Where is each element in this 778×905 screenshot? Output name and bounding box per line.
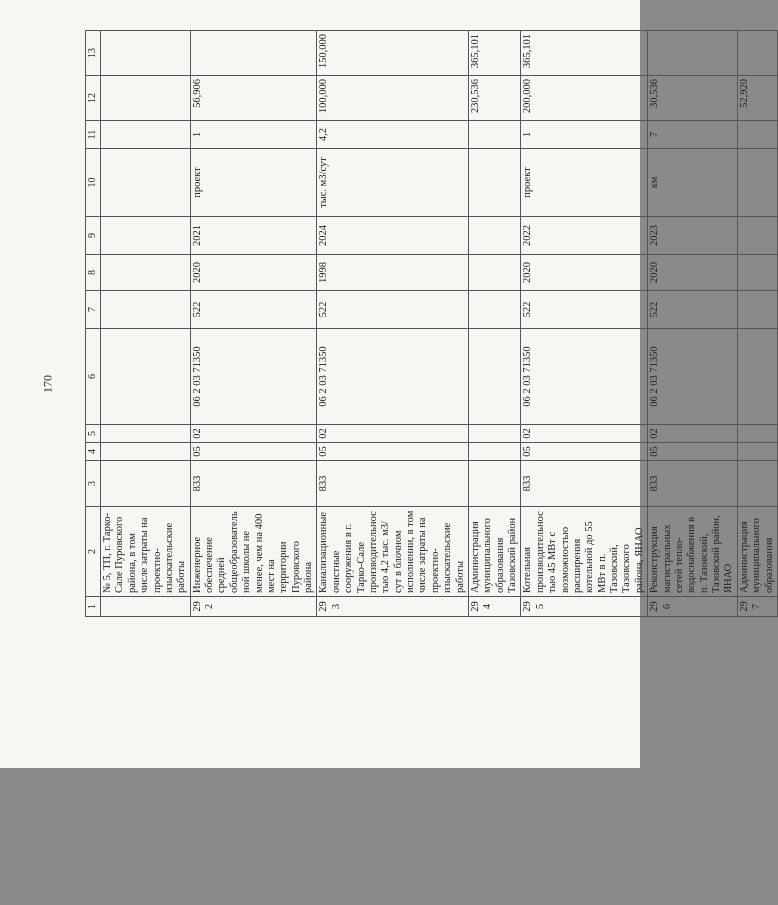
col-header: 2 (86, 507, 101, 597)
cell-expense-type: 522 (190, 291, 317, 329)
row-number: 296 (648, 597, 738, 617)
cell-end-year: 2022 (521, 217, 648, 255)
cell-code: 833 (521, 461, 648, 507)
row-number (101, 597, 191, 617)
budget-table (85, 30, 778, 617)
cell-section (101, 443, 191, 461)
cell-capacity: 1 (190, 121, 317, 149)
cell-subsection: 02 (648, 425, 738, 443)
table-row (737, 31, 777, 617)
row-number: 295 (521, 597, 648, 617)
cell-start-year: 2020 (190, 255, 317, 291)
col-header: 4 (86, 443, 101, 461)
item-name: Инженерное обеспечение средней общеобразовательной школы не менее, чем на 400 мест на территории Пуровского района (190, 507, 317, 597)
table-row (521, 31, 648, 617)
col-header: 11 (86, 121, 101, 149)
cell-unit: проект (190, 149, 317, 217)
cell-end-year: 2023 (648, 217, 738, 255)
cell-code (101, 461, 191, 507)
cell-section: 05 (317, 443, 469, 461)
col-header: 12 (86, 76, 101, 121)
cell-target-article: 06 2 03 71350 (521, 329, 648, 425)
cell-start-year (101, 255, 191, 291)
table-row (190, 31, 317, 617)
cell-capacity: 7 (648, 121, 738, 149)
page-number: 170 (40, 375, 55, 393)
col-header: 8 (86, 255, 101, 291)
cell-capacity (101, 121, 191, 149)
cell-code (468, 461, 521, 507)
row-number: 297 (737, 597, 777, 617)
cell-capacity: 1 (521, 121, 648, 149)
item-name: Администрация муниципального образования Тазовский район (468, 507, 521, 597)
cell-expense-type: 522 (648, 291, 738, 329)
col-header: 6 (86, 329, 101, 425)
cell-capacity: 4,2 (317, 121, 469, 149)
item-name: Реконструкция магистральных сетей тепло-водоснабжения в п. Тазовский, Тазовский район, ЯНАО (648, 507, 738, 597)
cell-amount-1: 200,000 (521, 76, 648, 121)
cell-unit: тыс. м3/сут (317, 149, 469, 217)
col-header: 7 (86, 291, 101, 329)
cell-expense-type (468, 291, 521, 329)
cell-section (468, 443, 521, 461)
cell-start-year: 2020 (648, 255, 738, 291)
cell-amount-2: 150,000 (317, 31, 469, 76)
cell-amount-1 (101, 76, 191, 121)
cell-capacity (737, 121, 777, 149)
cell-expense-type (101, 291, 191, 329)
column-number-row (86, 31, 101, 617)
cell-start-year: 2020 (521, 255, 648, 291)
cell-amount-1: 100,000 (317, 76, 469, 121)
cell-amount-2 (101, 31, 191, 76)
cell-end-year (737, 217, 777, 255)
cell-amount-2 (190, 31, 317, 76)
cell-subsection: 02 (190, 425, 317, 443)
cell-target-article (101, 329, 191, 425)
cell-amount-1: 230,536 (468, 76, 521, 121)
cell-code: 833 (648, 461, 738, 507)
col-header: 9 (86, 217, 101, 255)
cell-end-year (468, 217, 521, 255)
item-name: Канализационные очистные сооружения в г. Тарко-Сале производительностью 4,2 тыс. м3/сут в блочном исполнении, в том числе затраты на проектно-изыскательские работы (317, 507, 469, 597)
cell-subsection (468, 425, 521, 443)
row-number: 294 (468, 597, 521, 617)
cell-end-year: 2021 (190, 217, 317, 255)
cell-amount-2: 365,101 (468, 31, 521, 76)
cell-unit (101, 149, 191, 217)
cell-target-article (468, 329, 521, 425)
cell-unit (468, 149, 521, 217)
cell-section: 05 (521, 443, 648, 461)
cell-start-year (468, 255, 521, 291)
cell-target-article: 06 2 03 71350 (190, 329, 317, 425)
cell-target-article (737, 329, 777, 425)
cell-target-article: 06 2 03 71350 (317, 329, 469, 425)
col-header: 13 (86, 31, 101, 76)
cell-target-article: 06 2 03 71350 (648, 329, 738, 425)
row-number: 292 (190, 597, 317, 617)
cell-amount-2 (737, 31, 777, 76)
cell-expense-type: 522 (317, 291, 469, 329)
cell-capacity (468, 121, 521, 149)
item-name: № 5, ТП, г. Тарко-Сале Пуровского района, в том числе затраты на проектно-изыскательские работы (101, 507, 191, 597)
cell-expense-type (737, 291, 777, 329)
cell-subsection (101, 425, 191, 443)
col-header: 3 (86, 461, 101, 507)
cell-subsection (737, 425, 777, 443)
item-name: Администрация муниципального образования (737, 507, 777, 597)
cell-code: 833 (190, 461, 317, 507)
cell-section: 05 (190, 443, 317, 461)
cell-expense-type: 522 (521, 291, 648, 329)
cell-amount-1: 56,906 (190, 76, 317, 121)
cell-start-year: 1998 (317, 255, 469, 291)
cell-code (737, 461, 777, 507)
cell-amount-2 (648, 31, 738, 76)
cell-end-year (101, 217, 191, 255)
cell-amount-2: 365,101 (521, 31, 648, 76)
rotated-table-wrapper (85, 31, 775, 617)
row-number: 293 (317, 597, 469, 617)
item-name: Котельная производительностью 45 МВт с возможностью расширения котельной до 55 МВт в п. Тазовский, Тазовского района, ЯНАО (521, 507, 648, 597)
table-row (317, 31, 469, 617)
col-header: 1 (86, 597, 101, 617)
scanner-background (0, 768, 640, 905)
cell-amount-1: 30,536 (648, 76, 738, 121)
cell-code: 833 (317, 461, 469, 507)
cell-unit: км (648, 149, 738, 217)
cell-start-year (737, 255, 777, 291)
table-row (468, 31, 521, 617)
cell-section (737, 443, 777, 461)
table-row (101, 31, 191, 617)
cell-end-year: 2024 (317, 217, 469, 255)
cell-unit (737, 149, 777, 217)
col-header: 10 (86, 149, 101, 217)
cell-amount-1: 52,920 (737, 76, 777, 121)
table-row (648, 31, 738, 617)
cell-subsection: 02 (521, 425, 648, 443)
cell-subsection: 02 (317, 425, 469, 443)
cell-section: 05 (648, 443, 738, 461)
cell-unit: проект (521, 149, 648, 217)
col-header: 5 (86, 425, 101, 443)
